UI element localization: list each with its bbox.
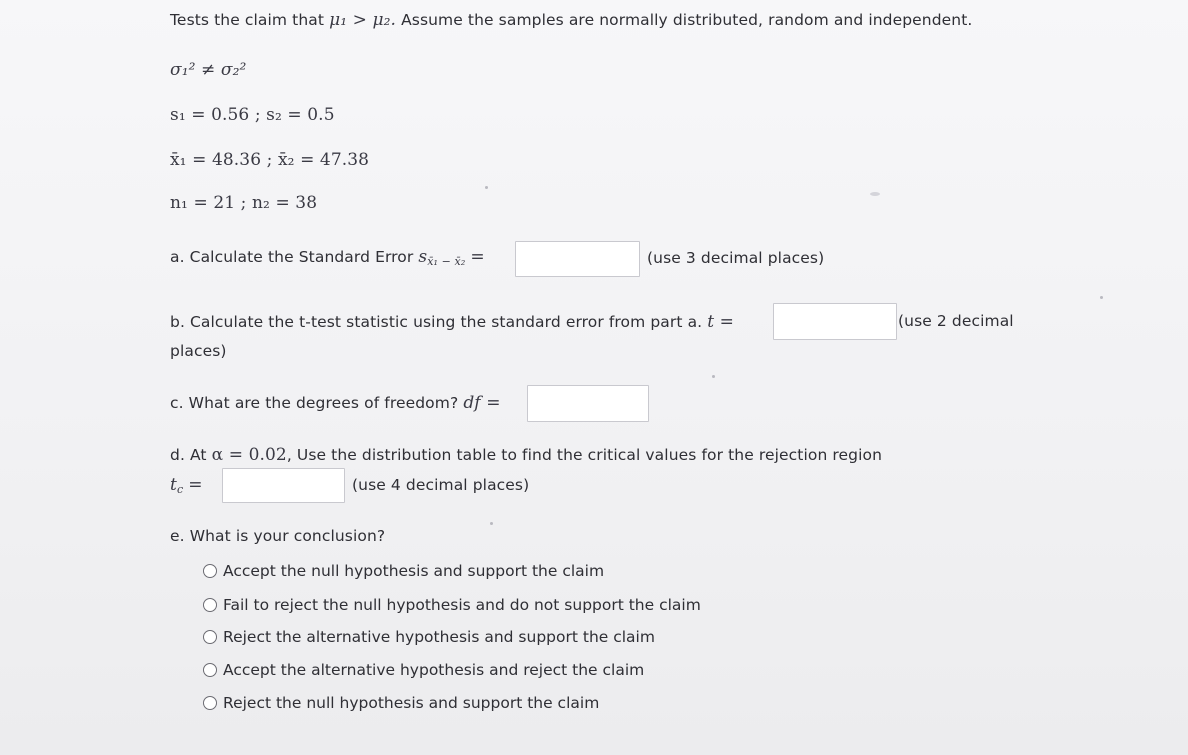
- critical-value-equals: =: [188, 475, 203, 495]
- conclusion-option-2[interactable]: [203, 596, 701, 614]
- conclusion-option-5[interactable]: [203, 694, 599, 712]
- part-d-prefix: d. At: [170, 446, 207, 464]
- screen-speck: [485, 186, 488, 189]
- conclusion-option-label: Accept the alternative hypothesis and reject the claim: [223, 661, 645, 679]
- part-a-question: [170, 247, 485, 268]
- given-standard-deviations: s₁ = 0.56 ; s₂ = 0.5: [170, 105, 335, 125]
- conclusion-option-label: Accept the null hypothesis and support the claim: [223, 562, 605, 580]
- conclusion-option-3[interactable]: [203, 628, 655, 646]
- standard-error-symbol: s: [418, 247, 428, 267]
- radio-button[interactable]: [203, 696, 217, 710]
- header-suffix: Assume the samples are normally distributed, random and independent.: [401, 11, 973, 29]
- variance-condition: σ₁² ≠ σ₂²: [170, 60, 247, 80]
- radio-button[interactable]: [203, 598, 217, 612]
- t-statistic-symbol: t =: [707, 312, 735, 332]
- part-b-label: b. Calculate the t-test statistic using the standard error from part a.: [170, 313, 703, 331]
- part-a-label: a. Calculate the Standard Error: [170, 248, 414, 266]
- conclusion-option-label: Fail to reject the null hypothesis and do not support the claim: [223, 596, 701, 614]
- header-prefix: Tests the claim that: [170, 11, 325, 29]
- part-d-suffix: , Use the distribution table to find the critical values for the rejection region: [286, 446, 883, 464]
- conclusion-option-label: Reject the alternative hypothesis and support the claim: [223, 628, 655, 646]
- part-b-question: [170, 312, 734, 332]
- part-d-hint: (use 4 decimal places): [352, 476, 530, 494]
- part-c-question: [170, 393, 501, 413]
- conclusion-option-1[interactable]: [203, 562, 604, 580]
- radio-button[interactable]: [203, 663, 217, 677]
- screen-speck: [712, 375, 715, 378]
- part-a-equals: =: [470, 247, 485, 267]
- radio-button[interactable]: [203, 564, 217, 578]
- part-b-hint-line2: places): [170, 342, 227, 360]
- critical-value-subscript: c: [176, 483, 184, 496]
- screen-speck: [1100, 296, 1103, 299]
- part-d-question: [170, 445, 882, 465]
- part-a-hint: (use 3 decimal places): [647, 249, 825, 267]
- critical-value-label: [170, 475, 203, 496]
- part-c-label: c. What are the degrees of freedom?: [170, 394, 459, 412]
- screen-speck: [870, 192, 880, 196]
- claim-expression: μ₁ > μ₂.: [329, 10, 397, 30]
- critical-value-symbol: t: [170, 475, 177, 495]
- t-statistic-input[interactable]: [773, 303, 897, 340]
- conclusion-option-label: Reject the null hypothesis and support the claim: [223, 694, 600, 712]
- standard-error-input[interactable]: [515, 241, 640, 277]
- screen-speck: [490, 522, 493, 525]
- standard-error-subscript: x̄₁ − x̄₂: [427, 255, 466, 268]
- critical-value-input[interactable]: [222, 468, 345, 503]
- given-sample-means: x̄₁ = 48.36 ; x̄₂ = 47.38: [170, 150, 370, 170]
- degrees-of-freedom-input[interactable]: [527, 385, 649, 422]
- given-sample-sizes: n₁ = 21 ; n₂ = 38: [170, 193, 318, 213]
- problem-header: [170, 10, 972, 30]
- alpha-value: α = 0.02: [211, 445, 287, 465]
- df-symbol: df =: [463, 393, 501, 413]
- conclusion-option-4[interactable]: [203, 661, 644, 679]
- part-b-hint-line1: (use 2 decimal: [898, 312, 1014, 330]
- radio-button[interactable]: [203, 630, 217, 644]
- part-e-question: e. What is your conclusion?: [170, 527, 386, 545]
